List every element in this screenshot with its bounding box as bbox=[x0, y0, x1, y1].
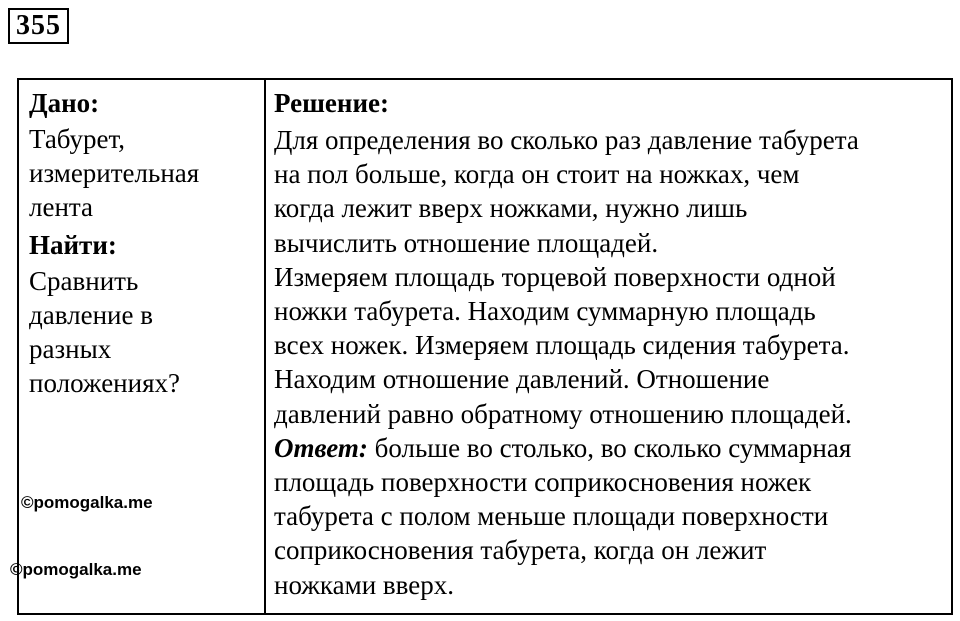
watermark: ©pomogalka.me bbox=[21, 493, 153, 512]
solution-heading: Решение: bbox=[274, 88, 389, 118]
given-text: Табурет, измерительная лента bbox=[29, 124, 200, 222]
solution-text bbox=[274, 123, 951, 602]
watermark: ©pomogalka.me bbox=[10, 560, 142, 579]
find-text: Сравнить давление в разных положениях? bbox=[29, 266, 180, 398]
problem-number: 355 bbox=[8, 8, 69, 44]
given-column bbox=[19, 80, 266, 613]
task-table bbox=[17, 78, 953, 615]
find-heading: Найти: bbox=[29, 230, 117, 260]
answer-label: Ответ: bbox=[274, 432, 368, 463]
given-heading: Дано: bbox=[29, 88, 100, 118]
answer-text: больше во столько, во сколько суммарная площадь поверхности соприкосновения ножек табурета с полом меньше площади поверхности соприкосновения табурета, когда он лежит ножками вверх. bbox=[274, 432, 852, 600]
solution-column bbox=[266, 80, 951, 613]
solution-body: Для определения во сколько раз давление табурета на пол больше, когда он стоит на ножках, чем когда лежит вверх ножками, нужно лишь вычислить отношение площадей. Измеряем площадь торцевой поверхности одной ножки табурета. Находим суммарную площадь всех ножек. Измеряем площадь сидения табурета. Находим отношение давлений. Отношение давлений равно обратному отношению площадей. bbox=[274, 125, 859, 429]
